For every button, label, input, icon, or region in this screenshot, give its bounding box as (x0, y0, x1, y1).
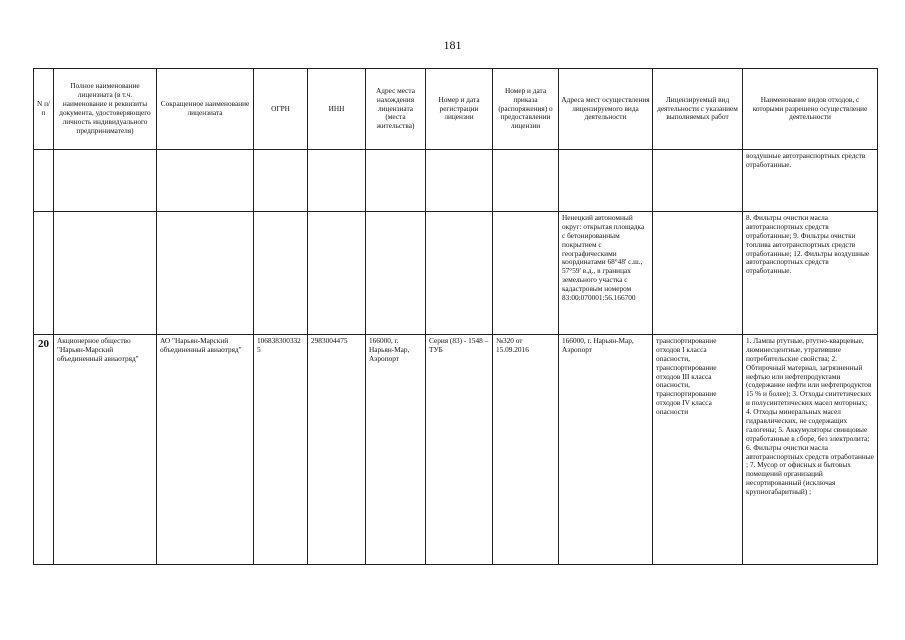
table-cell (157, 212, 254, 335)
table-cell: 1. Лампы ртутные, ртутно-кварцевые, люминесцентные, утратившие потребительские свойства; 2. Обтирочный материал, загрязненный нефтью или нефтепродуктами (содержание нефти или нефтепродуктов 15 % и более); 3. Отходы синтетических и полусинтетических масел моторных; 4. Отходы минеральных масел гидравлических, не содержащих галогены; 5. Аккумуляторы свинцовые отработанные в сборе, без электролита; 6. Фильтры очистки масла автотранспортных средств отработанные ; 7. Мусор от офисных и бытовых помещений организаций несортированный (исключая крупногабаритный) ; (743, 335, 878, 565)
table-cell (493, 212, 559, 335)
table-cell (559, 150, 653, 212)
table-row (34, 335, 878, 565)
table-cell (308, 150, 366, 212)
table-cell: 2983004475 (308, 335, 366, 565)
table-cell: воздушные автотранспортных средств отработанные. (743, 150, 878, 212)
col-header-activity-type: Лицензируемый вид деятельности с указанием выполняемых работ (653, 69, 743, 150)
table-cell (493, 150, 559, 212)
table-cell (653, 150, 743, 212)
table-cell (54, 150, 157, 212)
table-cell: 166000, г. Нарьян-Мар, Аэропорт (366, 335, 426, 565)
table-cell: АО "Нарьян-Марский объединенный авиаотряд" (157, 335, 254, 565)
table-cell (254, 212, 308, 335)
col-header-short-name: Сокращенное наименование лицензиата (157, 69, 254, 150)
table-cell: Акционерное общество "Нарьян-Марский объединенный авиаотряд" (54, 335, 157, 565)
col-header-address: Адрес места нахождения лицензиата (места жительства) (366, 69, 426, 150)
table-cell: №320 от 15.09.2016 (493, 335, 559, 565)
table-cell (54, 212, 157, 335)
table-row (34, 212, 878, 335)
page-number: 181 (443, 38, 462, 52)
license-table (33, 68, 878, 565)
table-cell (653, 212, 743, 335)
table-cell: Ненецкий автономный округ: открытая площадка с бетонированным покрытием с географическими координатами 68°48' с.ш., 57°59' в.д., в границах земельного участка с кадастровым номером 83:00:070001:56.166700 (559, 212, 653, 335)
table-cell (254, 150, 308, 212)
table-cell (366, 212, 426, 335)
table-cell (34, 150, 54, 212)
table-cell (426, 212, 493, 335)
table-cell (157, 150, 254, 212)
table-cell (308, 212, 366, 335)
table-row (34, 150, 878, 212)
col-header-inn: ИНН (308, 69, 366, 150)
col-header-registration: Номер и дата регистрации лицензии (426, 69, 493, 150)
table-cell (426, 150, 493, 212)
table-cell: 1068383003325 (254, 335, 308, 565)
table-cell (366, 150, 426, 212)
col-header-ogrn: ОГРН (254, 69, 308, 150)
header-row (34, 69, 878, 150)
table-cell (34, 212, 54, 335)
table-cell: транспортирование отходов I класса опасности, транспортирование отходов III класса опасности, транспортирование отходов IV класса опасности (653, 335, 743, 565)
col-header-waste-types: Наименование видов отходов, с которыми разрешено осуществление деятельности (743, 69, 878, 150)
col-header-activity-address: Адреса мест осуществления лицензируемого вида деятельности (559, 69, 653, 150)
table-cell: 8. Фильтры очистки масла автотранспортных средств отработанные; 9. Фильтры очистки топлива автотранспортных средств отработанные; 12. Фильтры воздушные автотранспортных средств отработанные. (743, 212, 878, 335)
col-header-full-name: Полное наименование лицензиата (в т.ч. наименование и реквизиты документа, удостоверяющего личность индивидуального предпринимателя) (54, 69, 157, 150)
row-number: 20 (34, 335, 54, 565)
col-header-number: N п/п (34, 69, 54, 150)
col-header-order: Номер и дата приказа (распоряжения) о предоставлении лицензии (493, 69, 559, 150)
table-cell: Серия (83) - 1548 – ТУБ (426, 335, 493, 565)
table-cell: 166000, г. Нарьян-Мар, Аэропорт (559, 335, 653, 565)
